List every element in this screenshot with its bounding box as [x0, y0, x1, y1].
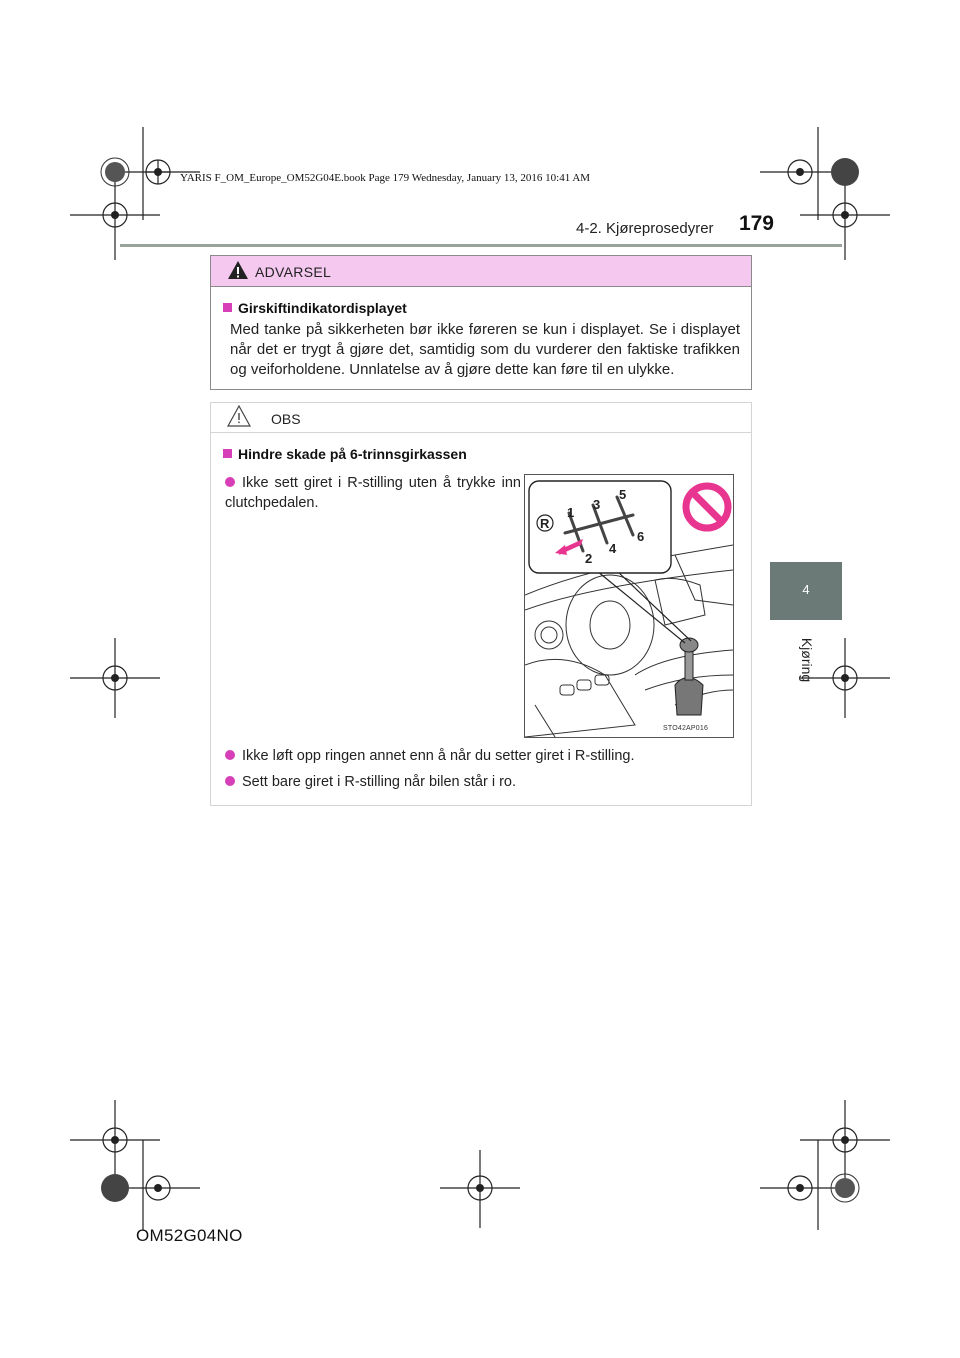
gear-label-3: 3 [593, 497, 601, 512]
gear-label-4: 4 [609, 541, 617, 556]
gearshift-drawing [525, 475, 733, 737]
notice-bullet-2: Ikke løft opp ringen annet enn å når du setter giret i R-stilling. [225, 746, 745, 766]
warning-triangle-icon [227, 260, 249, 280]
illustration-code: STO42AP016 [663, 725, 709, 732]
round-bullet-icon [225, 477, 235, 487]
square-bullet-icon [223, 303, 232, 312]
warning-subheading [223, 300, 407, 316]
chapter-number: 4 [802, 582, 810, 597]
round-bullet-icon [225, 776, 235, 786]
prohibition-icon [686, 486, 728, 528]
gearshift-illustration [524, 474, 734, 738]
chapter-tab [770, 562, 842, 620]
warning-box [210, 255, 752, 390]
notice-title: OBS [271, 411, 301, 427]
gear-label-2: 2 [585, 551, 593, 566]
chapter-label: Kjøring [799, 637, 815, 683]
notice-bullet-1: Ikke sett giret i R-stilling uten å trykke inn clutchpedalen. [225, 475, 521, 511]
notice-subheading [223, 446, 467, 462]
round-bullet-icon [225, 750, 235, 760]
warning-subheading-text: Girskiftindikatordisplayet [238, 300, 407, 316]
document-code: OM52G04NO [136, 1226, 243, 1245]
gear-label-5: 5 [619, 487, 627, 502]
gear-label-1: 1 [567, 505, 575, 520]
book-info-line: YARIS F_OM_Europe_OM52G04E.book Page 179 Wednesday, January 13, 2016 10:41 AM [180, 172, 591, 184]
square-bullet-icon [223, 449, 232, 458]
warning-text: Med tanke på sikkerheten bør ikke føreren se kun i displayet. Se i displayet når det er trygt å gjøre det, samtidig som du vurderer den faktiske trafikken og veiforholdene. Unnlatelse av å gjøre dette kan føre til en ulykke. [230, 321, 740, 378]
section-title: 4-2. Kjøreprosedyrer [576, 220, 714, 237]
notice-header [211, 403, 751, 433]
notice-subheading-text: Hindre skade på 6-trinnsgirkassen [238, 446, 467, 462]
warning-header [211, 256, 751, 287]
page-number: 179 [738, 212, 774, 235]
warning-title: ADVARSEL [255, 264, 332, 280]
notice-bullet-3: Sett bare giret i R-stilling når bilen står i ro. [225, 772, 745, 792]
gear-label-6: 6 [637, 529, 645, 544]
gear-label-r: R [540, 516, 550, 531]
caution-triangle-icon [227, 405, 251, 427]
header-rule [120, 244, 842, 247]
